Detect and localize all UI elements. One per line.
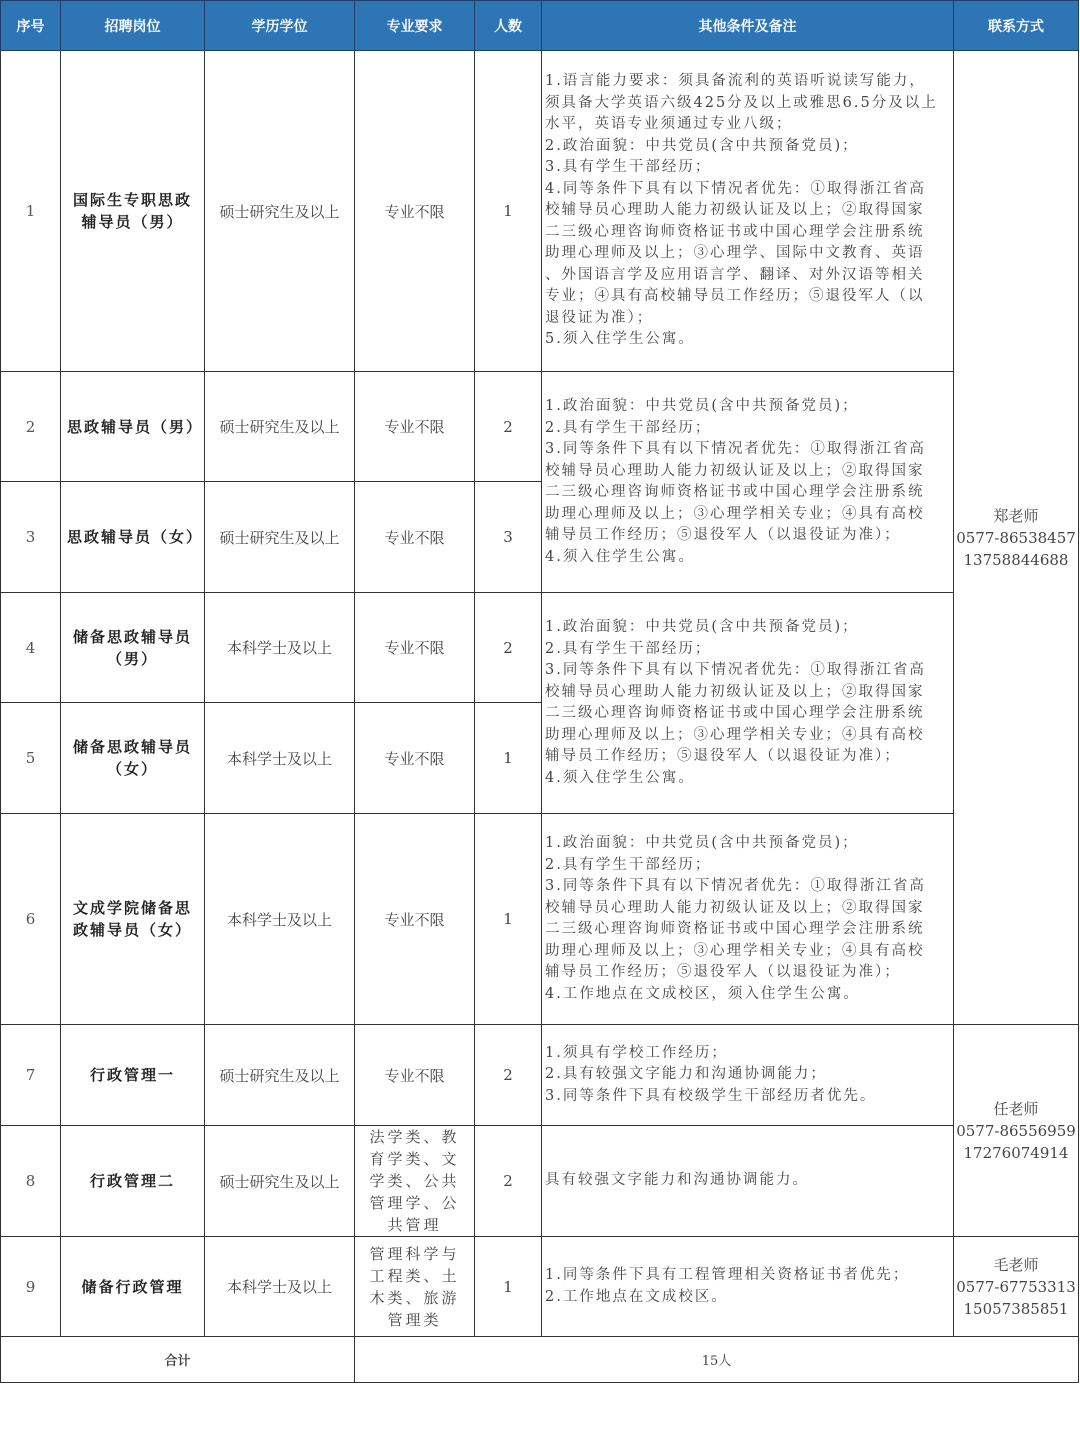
total-row: [1, 1337, 1079, 1383]
header-no: 序号: [1, 1, 61, 51]
row-major: 专业不限: [355, 814, 475, 1025]
row-no: 2: [1, 372, 61, 482]
row-major: 专业不限: [355, 482, 475, 593]
row-notes: 1.政治面貌：中共党员(含中共预备党员)； 2.具有学生干部经历； 3.同等条件下具有以下情况者优先：①取得浙江省高 校辅导员心理助人能力初级认证及以上；②取得国家 二三级心理咨询师资格证书或中国心理学会注册系统 助理心理师及以上；③心理学相关专业；④具有高校 辅导员工作经历；⑤退役军人（以退役证为准）； 4.须入住学生公寓。: [542, 372, 954, 593]
row-no: 4: [1, 593, 61, 703]
row-no: 5: [1, 703, 61, 814]
contact-mobile: 13758844688: [963, 550, 1069, 569]
table-row: [1, 1237, 1079, 1337]
row-notes: 1.同等条件下具有工程管理相关资格证书者优先； 2.工作地点在文成校区。: [542, 1237, 954, 1337]
table-row: [1, 372, 1079, 482]
row-degree: 本科学士及以上: [205, 703, 355, 814]
header-notes: 其他条件及备注: [542, 1, 954, 51]
row-position: 文成学院储备思政辅导员（女）: [61, 814, 205, 1025]
contact-cell: [954, 1237, 1079, 1337]
contact-name: 郑老师: [993, 506, 1039, 525]
header-contact: 联系方式: [954, 1, 1079, 51]
row-degree: 硕士研究生及以上: [205, 482, 355, 593]
row-degree: 硕士研究生及以上: [205, 1126, 355, 1237]
row-count: 1: [475, 814, 542, 1025]
row-notes: 1.语言能力要求：须具备流利的英语听说读写能力， 须具备大学英语六级425分及以上或雅思6.5分及以上 水平，英语专业须通过专业八级； 2.政治面貌：中共党员(含中共预备党员)； 3.具有学生干部经历； 4.同等条件下具有以下情况者优先：①取得浙江省高 校辅导员心理助人能力初级认证及以上；②取得国家 二三级心理咨询师资格证书或中国心理学会注册系统 助理心理师及以上；③心理学、国际中文教育、英语 、外国语言学及应用语言学、翻译、对外汉语等相关 专业；④具有高校辅导员工作经历；⑤退役军人（以 退役证为准）； 5.须入住学生公寓。: [542, 51, 954, 372]
contact-name: 毛老师: [993, 1255, 1039, 1274]
table-row: [1, 1025, 1079, 1126]
row-no: 9: [1, 1237, 61, 1337]
row-position: 行政管理一: [61, 1025, 205, 1126]
row-degree: 本科学士及以上: [205, 814, 355, 1025]
row-position: 思政辅导员（男）: [61, 372, 205, 482]
row-notes: 具有较强文字能力和沟通协调能力。: [542, 1126, 954, 1237]
row-degree: 硕士研究生及以上: [205, 1025, 355, 1126]
contact-name: 任老师: [993, 1099, 1039, 1118]
total-value: 15人: [355, 1337, 1079, 1383]
row-count: 1: [475, 703, 542, 814]
row-major: 法学类、教育学类、文学类、公共管理学、公共管理: [355, 1126, 475, 1237]
row-no: 3: [1, 482, 61, 593]
header-count: 人数: [475, 1, 542, 51]
row-major: 专业不限: [355, 372, 475, 482]
row-degree: 本科学士及以上: [205, 1237, 355, 1337]
total-label: 合计: [1, 1337, 355, 1383]
header-position: 招聘岗位: [61, 1, 205, 51]
contact-phone: 0577-86538457: [956, 528, 1076, 547]
row-major: 专业不限: [355, 51, 475, 372]
row-count: 2: [475, 593, 542, 703]
contact-cell: [954, 51, 1079, 1025]
row-no: 1: [1, 51, 61, 372]
table-row: [1, 51, 1079, 372]
contact-phone: 0577-67753313: [956, 1277, 1076, 1296]
row-degree: 本科学士及以上: [205, 593, 355, 703]
row-count: 2: [475, 372, 542, 482]
row-major: 专业不限: [355, 1025, 475, 1126]
contact-phone: 0577-86556959: [956, 1121, 1076, 1140]
row-notes: 1.政治面貌：中共党员(含中共预备党员)； 2.具有学生干部经历； 3.同等条件下具有以下情况者优先：①取得浙江省高 校辅导员心理助人能力初级认证及以上；②取得国家 二三级心理咨询师资格证书或中国心理学会注册系统 助理心理师及以上；③心理学相关专业；④具有高校 辅导员工作经历；⑤退役军人（以退役证为准）； 4.工作地点在文成校区，须入住学生公寓。: [542, 814, 954, 1025]
row-position: 储备思政辅导员（男）: [61, 593, 205, 703]
row-count: 3: [475, 482, 542, 593]
row-no: 7: [1, 1025, 61, 1126]
row-major: 专业不限: [355, 703, 475, 814]
row-major: 管理科学与工程类、土木类、旅游管理类: [355, 1237, 475, 1337]
contact-cell: [954, 1025, 1079, 1237]
header-major: 专业要求: [355, 1, 475, 51]
row-degree: 硕士研究生及以上: [205, 51, 355, 372]
contact-mobile: 17276074914: [963, 1143, 1069, 1162]
row-count: 2: [475, 1025, 542, 1126]
contact-mobile: 15057385851: [963, 1299, 1069, 1318]
row-no: 6: [1, 814, 61, 1025]
table-row: [1, 814, 1079, 1025]
row-degree: 硕士研究生及以上: [205, 372, 355, 482]
row-position: 行政管理二: [61, 1126, 205, 1237]
row-notes: 1.政治面貌：中共党员(含中共预备党员)； 2.具有学生干部经历； 3.同等条件下具有以下情况者优先：①取得浙江省高 校辅导员心理助人能力初级认证及以上；②取得国家 二三级心理咨询师资格证书或中国心理学会注册系统 助理心理师及以上；③心理学相关专业；④具有高校 辅导员工作经历；⑤退役军人（以退役证为准）； 4.须入住学生公寓。: [542, 593, 954, 814]
row-position: 国际生专职思政辅导员（男）: [61, 51, 205, 372]
row-count: 1: [475, 51, 542, 372]
row-count: 1: [475, 1237, 542, 1337]
row-notes: 1.须具有学校工作经历； 2.具有较强文字能力和沟通协调能力； 3.同等条件下具有校级学生干部经历者优先。: [542, 1025, 954, 1126]
table-row: [1, 1126, 1079, 1237]
header-degree: 学历学位: [205, 1, 355, 51]
row-count: 2: [475, 1126, 542, 1237]
row-position: 储备行政管理: [61, 1237, 205, 1337]
header-row: [1, 1, 1079, 51]
row-position: 思政辅导员（女）: [61, 482, 205, 593]
table-row: [1, 593, 1079, 703]
row-major: 专业不限: [355, 593, 475, 703]
row-position: 储备思政辅导员（女）: [61, 703, 205, 814]
row-no: 8: [1, 1126, 61, 1237]
